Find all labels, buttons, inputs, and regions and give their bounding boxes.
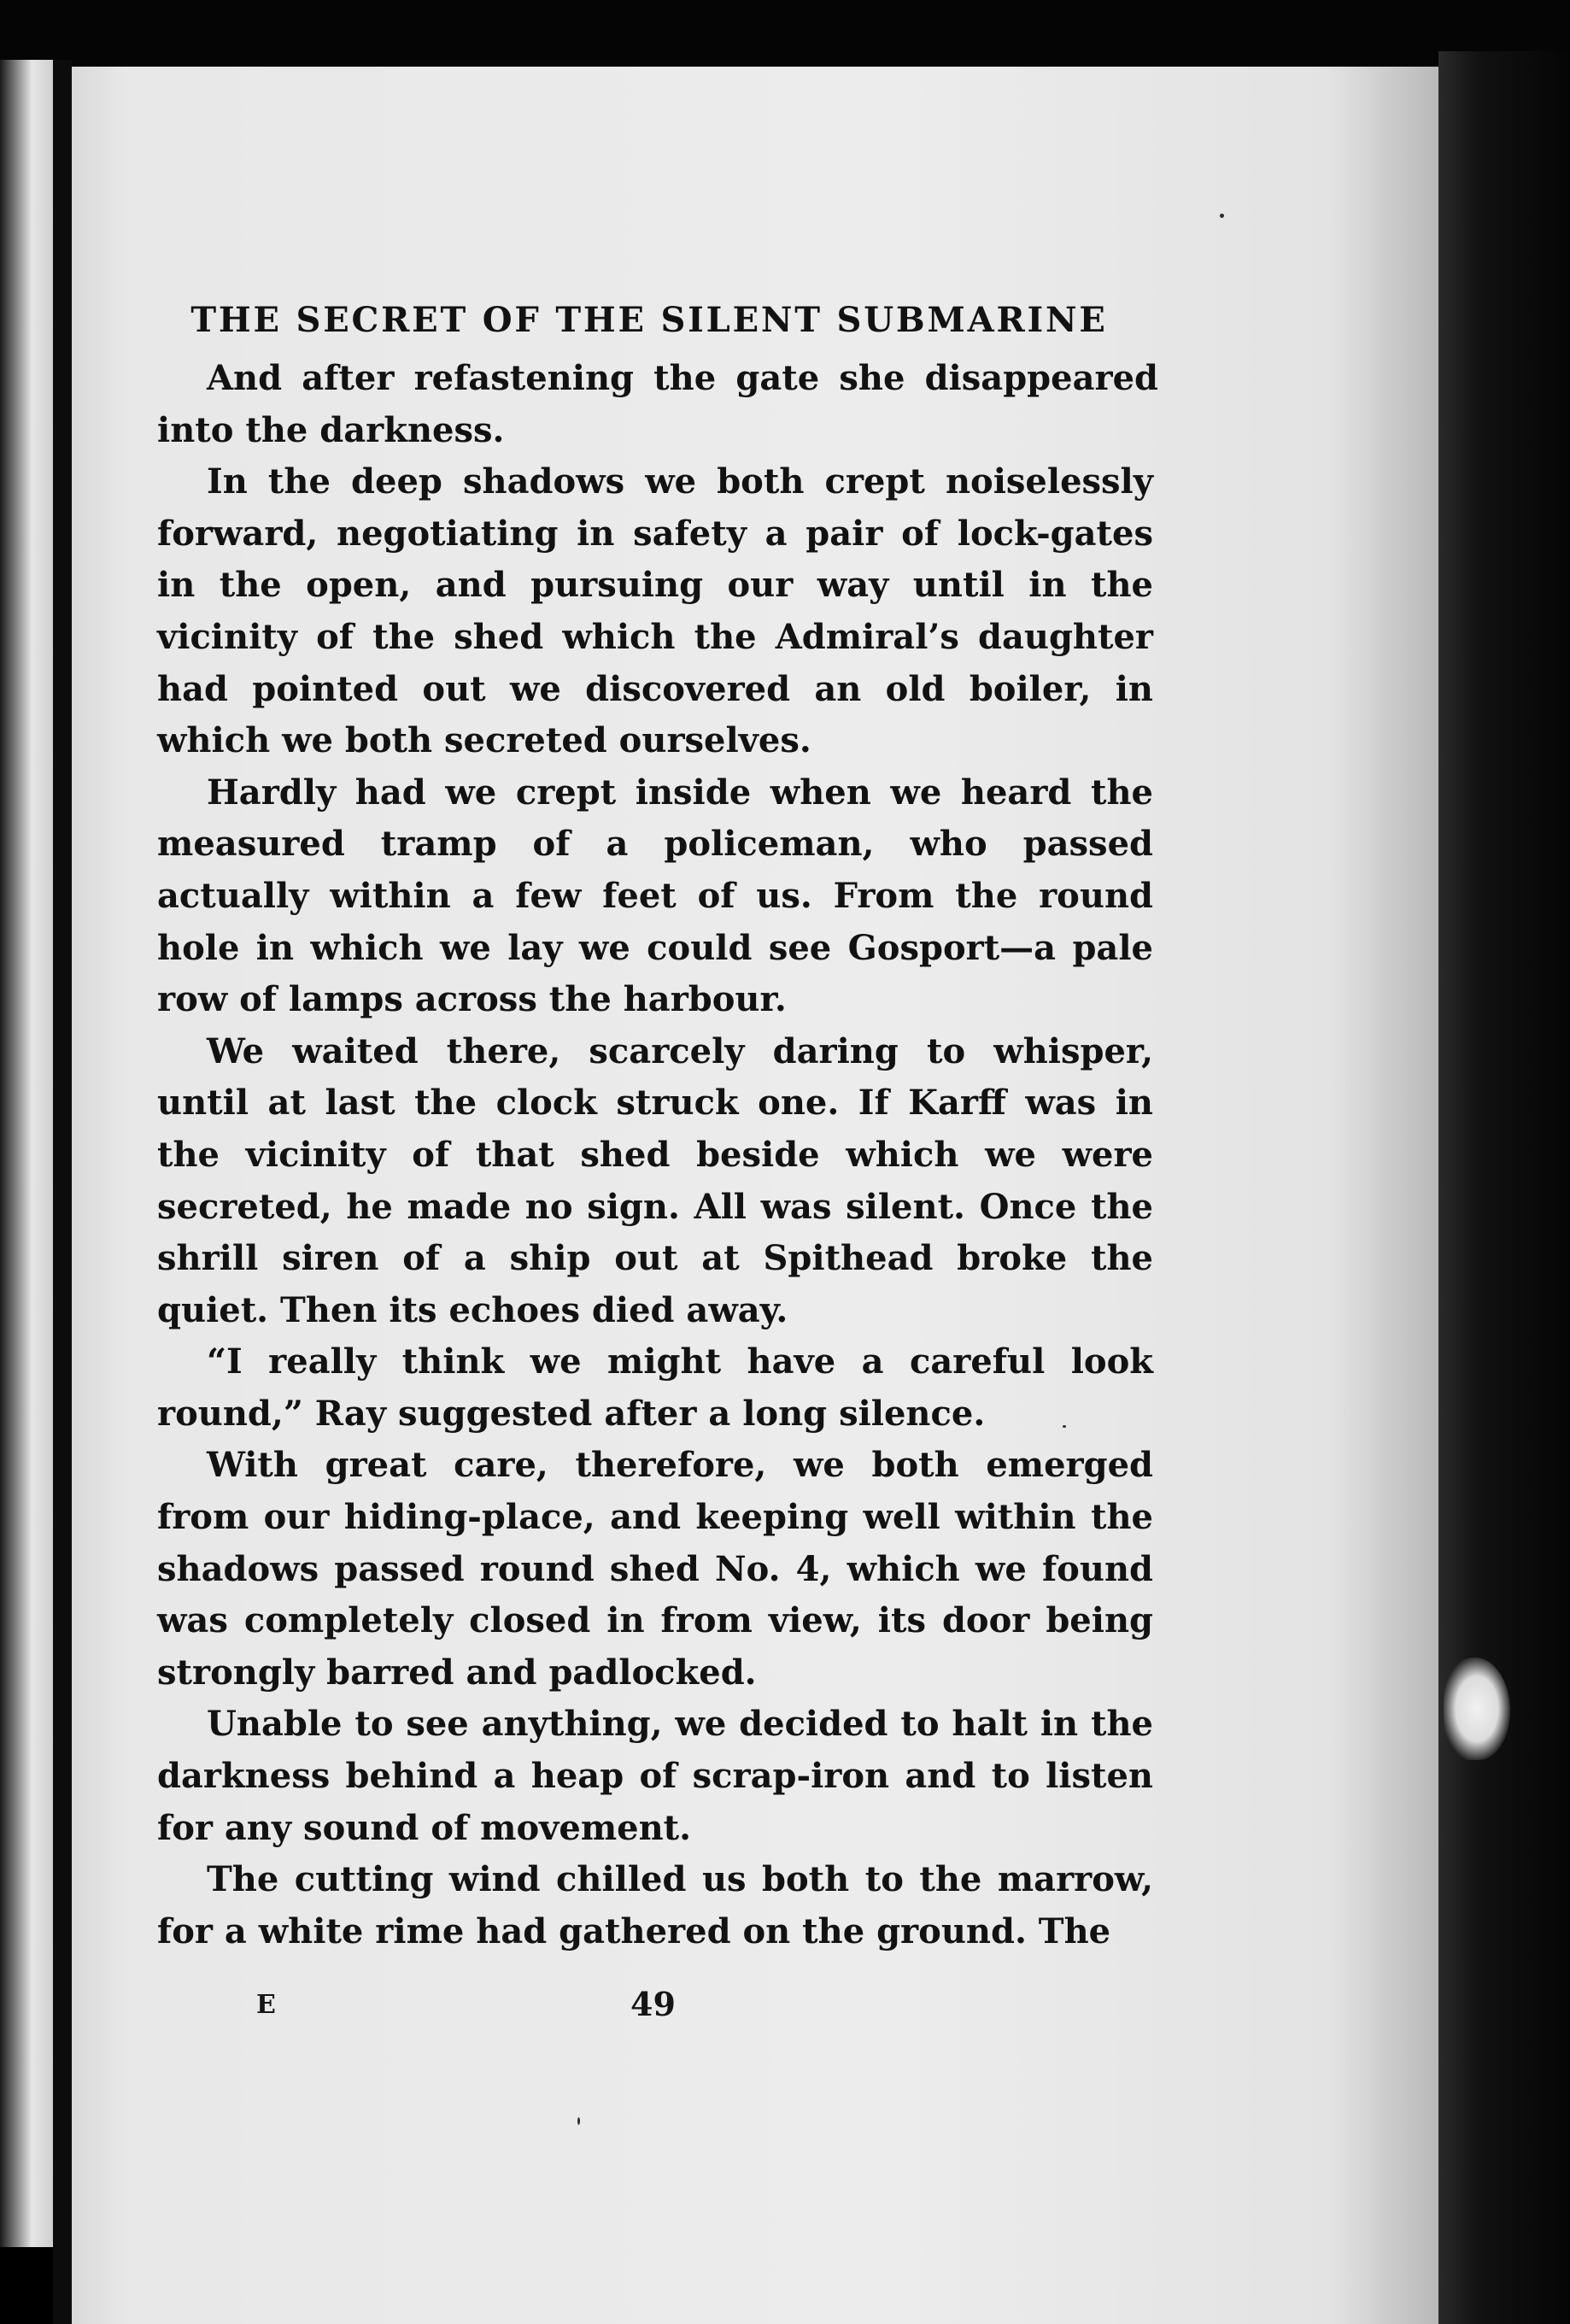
paper-blemish <box>1444 1658 1510 1760</box>
dust-speck <box>577 2117 580 2125</box>
paragraph: With great care, therefore, we both emerged from our hiding-place, and keeping well within the shadows passed round shed No. 4, which we found was completely closed in from view, its door being strongly barred and padlocked. <box>157 1445 1153 1693</box>
page-edge-shadow <box>1438 51 1570 2324</box>
paragraph: We waited there, scarcely daring to whisper, until at last the clock struck one. If Karff was in the vicinity of that shed beside which we were secreted, he made no sign. All was silent. Once the shrill siren of a ship out at Spithead broke the quiet. Then its echoes died away. <box>157 1030 1153 1330</box>
paragraph: Unable to see anything, we decided to halt in the darkness behind a heap of scrap-iron and to listen for any sound of movement. <box>157 1704 1153 1848</box>
page-number: 49 <box>630 1985 676 2023</box>
scan-top-border <box>0 0 1570 67</box>
page-footer <box>0 1985 1570 2036</box>
paragraph: And after refastening the gate she disappeared into the darkness. <box>157 358 1158 450</box>
paragraph: “I really think we might have a careful look round,” Ray suggested after a long silence. <box>157 1341 1153 1434</box>
signature-mark: E <box>256 1990 276 2020</box>
paragraph: The cutting wind chilled us both to the marrow, for a white rime had gathered on the ground. The <box>157 1859 1153 1951</box>
running-head: THE SECRET OF THE SILENT SUBMARINE <box>190 300 1108 340</box>
dust-speck <box>1220 214 1224 218</box>
paragraph: Hardly had we crept inside when we heard the measured tramp of a policeman, who passed actually within a few feet of us. From the round hole in which we lay we could see Gosport—a pale row of lamps across the harbour. <box>157 772 1153 1020</box>
paragraph: In the deep shadows we both crept noiselessly forward, negotiating in safety a pair of lock-gates in the open, and pursuing our way until in the vicinity of the shed which the Admiral’s daughter had pointed out we discovered an old boiler, in which we both secreted ourselves. <box>157 461 1153 761</box>
page-text-block <box>157 295 1158 1957</box>
facing-page-edge <box>0 60 53 2247</box>
